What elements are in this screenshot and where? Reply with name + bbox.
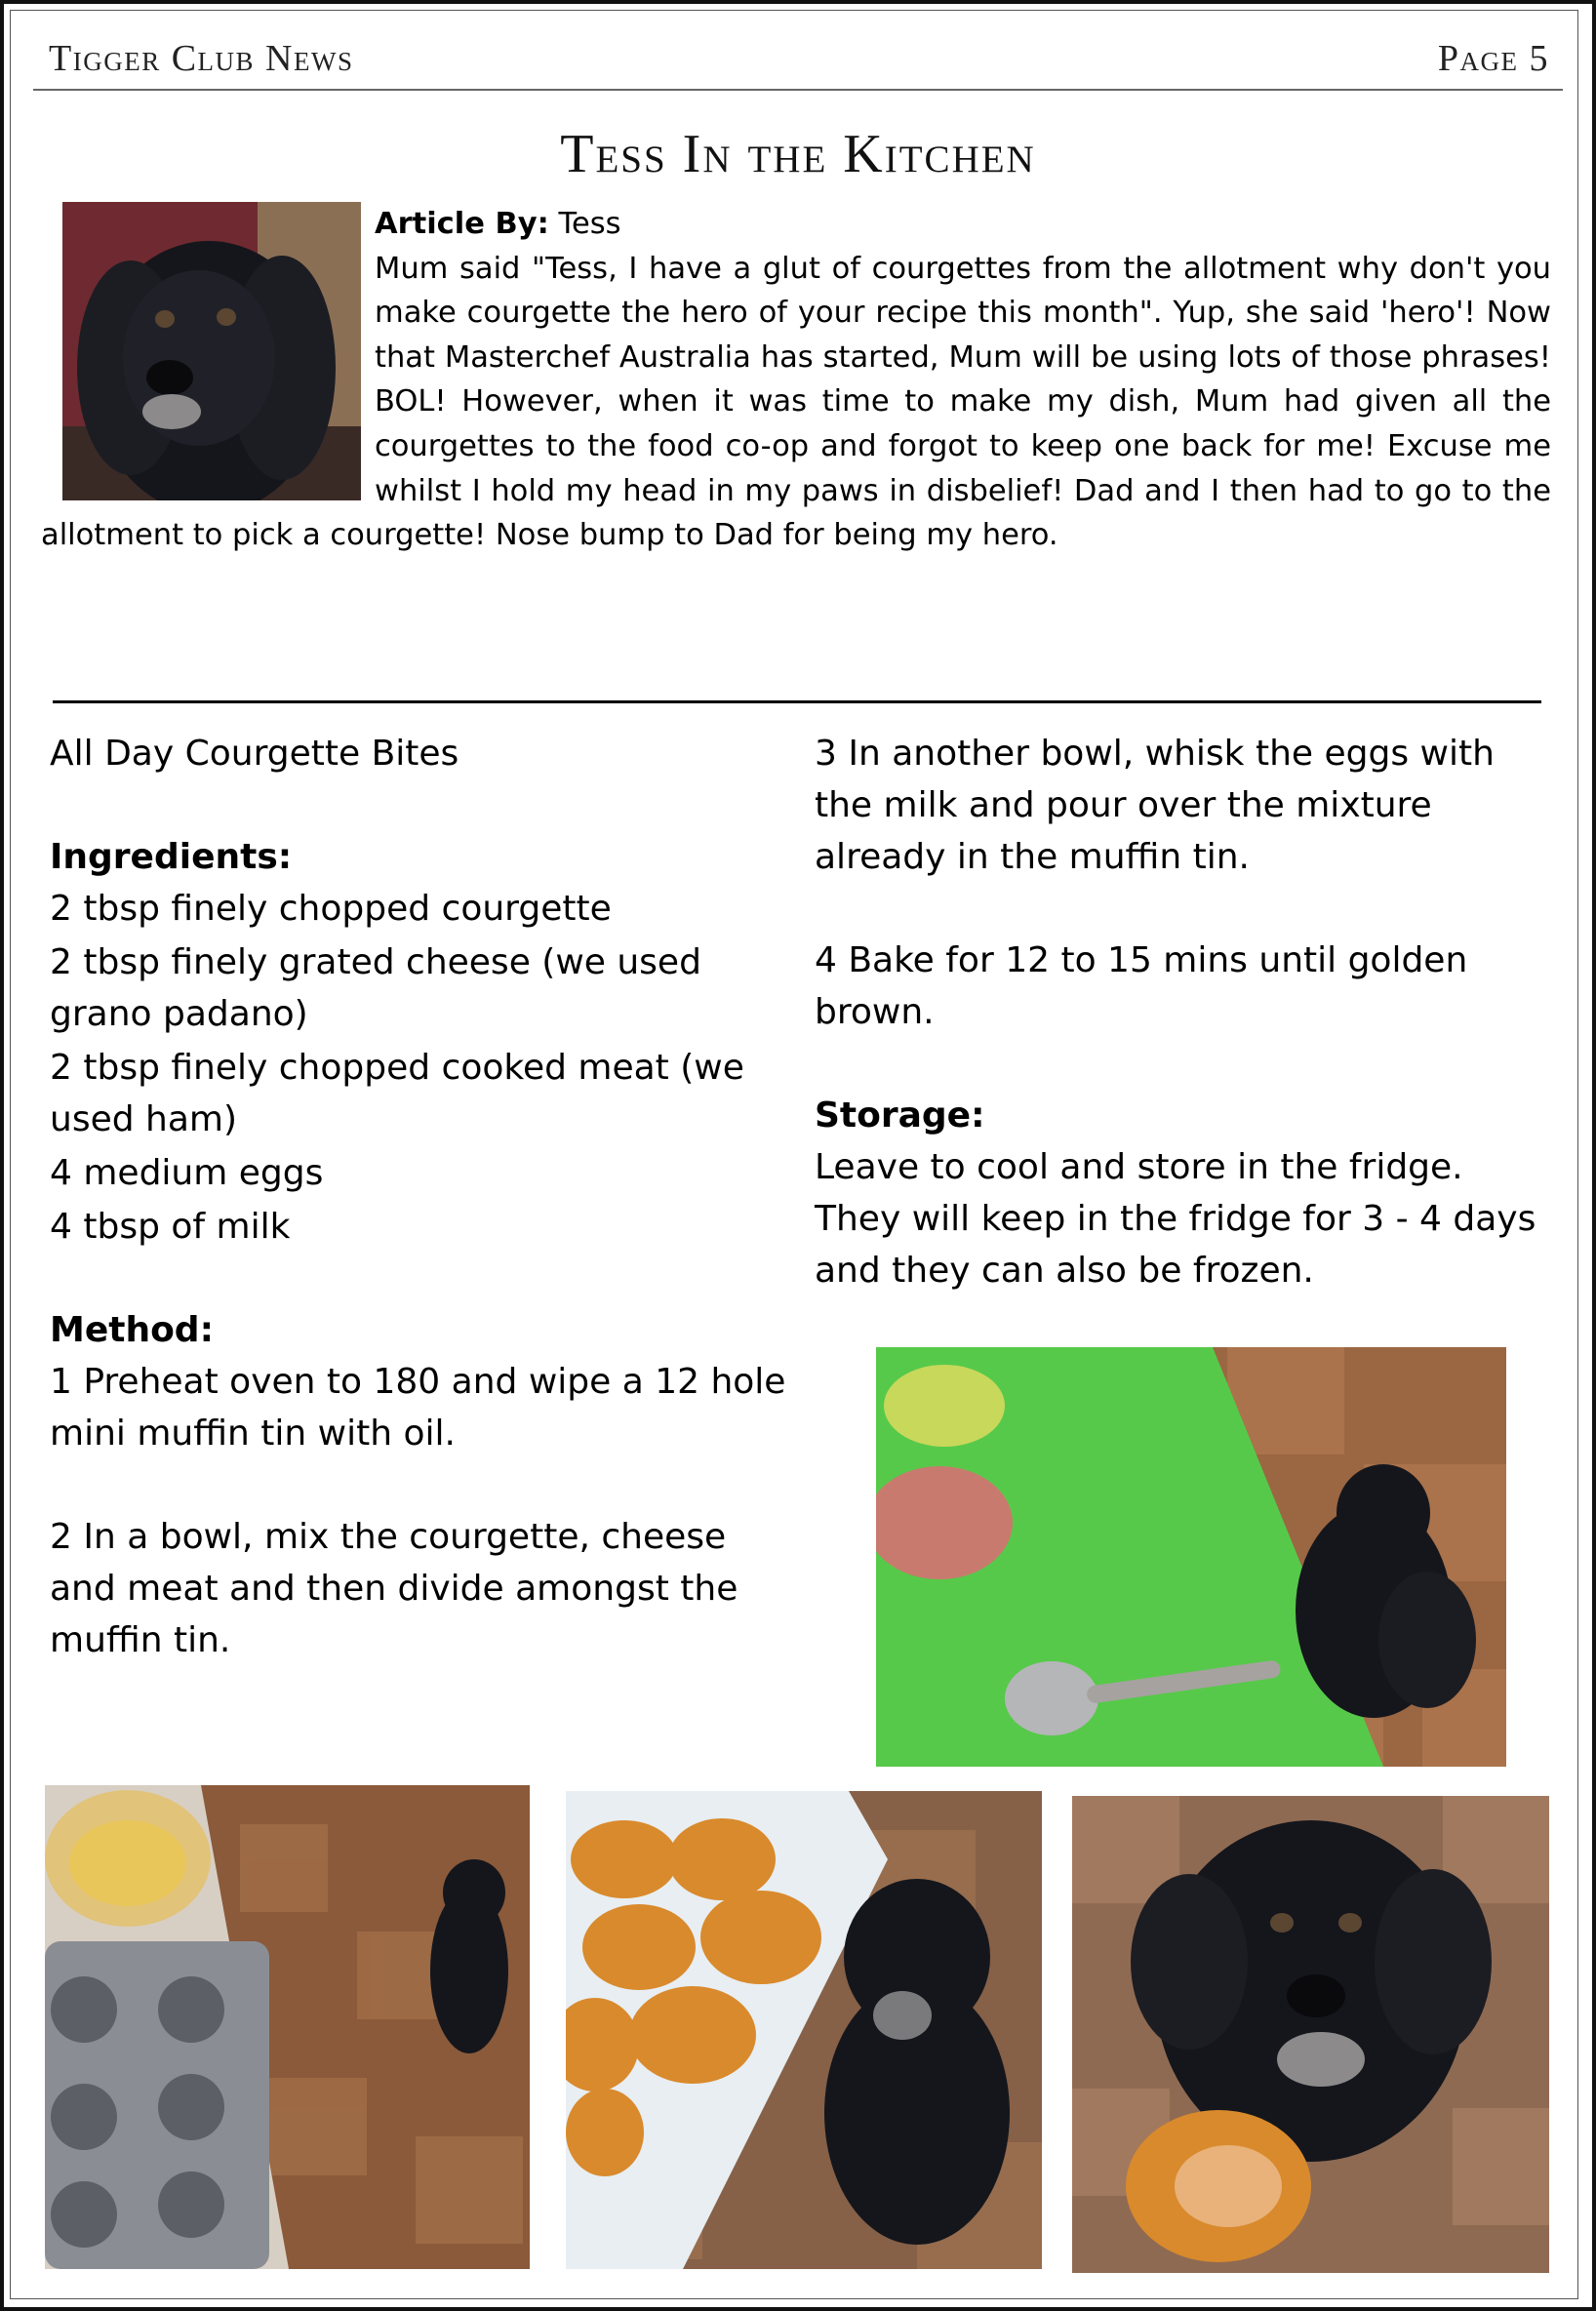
- byline-author: Tess: [548, 207, 621, 241]
- header-rule: [33, 89, 1563, 91]
- recipe-name: All Day Courgette Bites: [50, 734, 459, 774]
- ingredient-item: 2 tbsp finely grated cheese (we used grano padano): [50, 942, 701, 1034]
- ingredients-board-photo: [876, 1347, 1506, 1767]
- page-number: Page 5: [1437, 38, 1549, 79]
- recipe-left-column: [50, 728, 791, 1666]
- ingredient-item: 2 tbsp finely chopped courgette: [50, 889, 612, 929]
- ingredient-item: 4 medium eggs: [50, 1153, 324, 1193]
- muffin-tin-photo: [45, 1785, 530, 2269]
- ingredient-item: 4 tbsp of milk: [50, 1207, 291, 1247]
- storage-text: Leave to cool and store in the fridge. They will keep in the fridge for 3 - 4 days and they can also be frozen.: [815, 1147, 1536, 1291]
- tess-portrait-photo: [62, 202, 361, 500]
- method-step: 4 Bake for 12 to 15 mins until golden brown.: [815, 940, 1468, 1032]
- tess-with-bite-photo: [1072, 1796, 1549, 2273]
- ingredient-item: 2 tbsp finely chopped cooked meat (we used ham): [50, 1048, 744, 1139]
- method-step: 1 Preheat oven to 180 and wipe a 12 hole mini muffin tin with oil.: [50, 1362, 786, 1454]
- method-step: 3 In another bowl, whisk the eggs with the milk and pour over the mixture already in the muffin tin.: [815, 734, 1495, 877]
- intro-text: Mum said "Tess, I have a glut of courgettes from the allotment why don't you make courgette the hero of your recipe this month". Yup, she said 'hero'! Now that Masterchef Australia has started, Mum will be using lots of those phrases! BOL! However, when it was time to make my dish, Mum had given all the courgettes to the food co-op and forgot to keep one back for me! Excuse me whilst I hold my head in my paws in disbelief! Dad and I then had to go to the allotment to pick a courgette! Nose bump to Dad for being my hero.: [41, 251, 1551, 553]
- section-divider: [53, 700, 1541, 703]
- method-heading: Method:: [50, 1310, 214, 1350]
- recipe-right-column: [815, 728, 1556, 1296]
- article-title: Tess In the Kitchen: [560, 124, 1036, 184]
- byline-label: Article By:: [375, 207, 549, 241]
- courgette-bites-plate-photo: [566, 1791, 1042, 2269]
- ingredients-heading: Ingredients:: [50, 837, 293, 877]
- storage-heading: Storage:: [815, 1096, 985, 1136]
- publication-name: Tigger Club News: [49, 38, 354, 79]
- method-step: 2 In a bowl, mix the courgette, cheese and meat and then divide amongst the muffin tin.: [50, 1517, 738, 1660]
- article-intro: [41, 202, 1551, 558]
